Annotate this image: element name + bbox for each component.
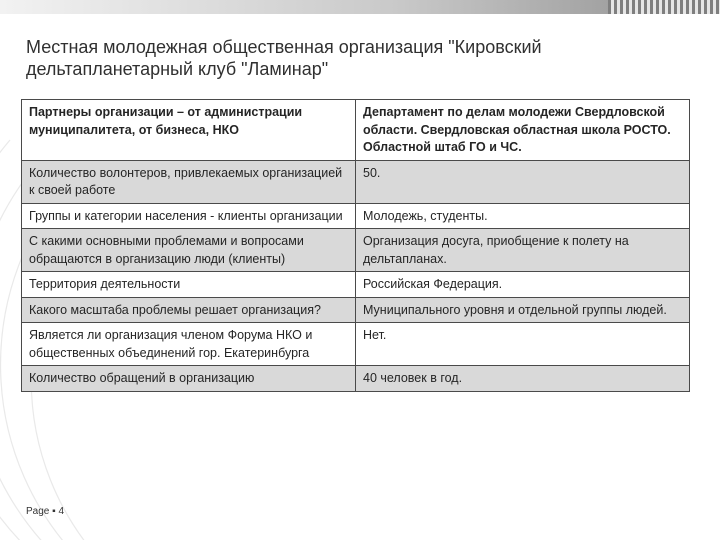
row-label: Территория деятельности xyxy=(22,272,356,298)
row-label: С какими основными проблемами и вопросами обращаются в организацию люди (клиенты) xyxy=(22,229,356,272)
row-value: 40 человек в год. xyxy=(356,366,690,392)
row-value: Муниципального уровня и отдельной группы людей. xyxy=(356,297,690,323)
row-value: Организация досуга, приобщение к полету на дельтапланах. xyxy=(356,229,690,272)
table-row xyxy=(22,323,690,366)
table-row xyxy=(22,229,690,272)
row-label: Количество волонтеров, привлекаемых организацией к своей работе xyxy=(22,160,356,203)
table-row xyxy=(22,203,690,229)
table-row xyxy=(22,272,690,298)
row-label: Какого масштаба проблемы решает организация? xyxy=(22,297,356,323)
table-row xyxy=(22,100,690,161)
row-label: Группы и категории населения - клиенты организации xyxy=(22,203,356,229)
table-row xyxy=(22,160,690,203)
row-value: Российская Федерация. xyxy=(356,272,690,298)
row-label: Партнеры организации – от администрации муниципалитета, от бизнеса, НКО xyxy=(22,100,356,161)
page-title: Местная молодежная общественная организация "Кировский дельтапланетарный клуб "Ламинар" xyxy=(26,37,542,79)
row-value: Департамент по делам молодежи Свердловской области. Свердловская областная школа РОСТО. Областной штаб ГО и ЧС. xyxy=(356,100,690,161)
row-value: Молодежь, студенты. xyxy=(356,203,690,229)
table-row xyxy=(22,366,690,392)
row-value: 50. xyxy=(356,160,690,203)
page-number: Page ▪ 4 xyxy=(26,506,65,517)
row-value: Нет. xyxy=(356,323,690,366)
row-label: Количество обращений в организацию xyxy=(22,366,356,392)
row-label: Является ли организация членом Форума НКО и общественных объединений гор. Екатеринбурга xyxy=(22,323,356,366)
info-table xyxy=(21,99,690,392)
table-row xyxy=(22,297,690,323)
